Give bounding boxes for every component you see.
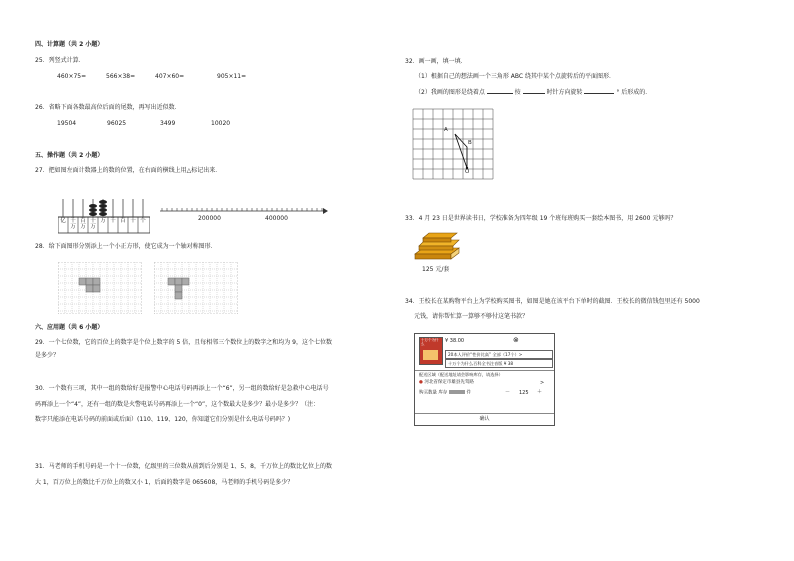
abacus-label-yi: 亿 (60, 218, 66, 224)
number-line-label-1: 200000 (198, 215, 221, 222)
order-price: ¥ 38.00 (445, 338, 465, 344)
number-line-drawing (158, 205, 328, 217)
book-cover-art (423, 350, 438, 360)
delivery-address: 河北省保定市雄县先驾路 (424, 380, 474, 385)
q32-sub-1: （1）根据自己的想法画一个三角形 ABC 绕其中某个点旋转后的平面图形． (415, 73, 615, 80)
q26-item-4: 10020 (211, 120, 231, 127)
q25-item-2: 566×38= (106, 73, 136, 80)
q32-blank-direction[interactable] (523, 93, 545, 94)
q32-sub-2-part-1: （2）我画的图形是绕着点 (415, 89, 485, 96)
q30-line-1: 30．一个数有三项，其中一组的数给好是报警中心电话号码再添上一个“6”，另一组的数给好是急救中心电话号 (35, 385, 329, 392)
books-drawing (413, 230, 461, 260)
stock-redacted (449, 390, 465, 394)
book-cover-image (419, 337, 443, 365)
confirm-button[interactable]: 确认 (415, 413, 554, 425)
books-icon (413, 230, 461, 263)
q28-grid-left (58, 262, 142, 314)
q29-line-2: 是多少？ (35, 352, 60, 359)
q25-item-4: 905×11= (217, 73, 247, 80)
section-5-title: 五、操作题（共 2 小题） (35, 152, 104, 159)
q30-line-2: 码再添上一个“4”，还有一组的数是火警电话号码再添上一个“0”，这个数最大是多少？最小是多少？（注： (35, 401, 320, 408)
abacus-counter (58, 195, 150, 238)
abacus-label-shi: 十 (130, 218, 136, 224)
q34-line-2: 元钱，请你帮忙算一算够不够付这笔书款？ (414, 313, 529, 320)
q28-text: 28．给下面图形分别添上一个小正方形，使它成为一个轴对称图形． (35, 243, 217, 250)
q26-item-2: 96025 (107, 120, 127, 127)
quantity-plus-button[interactable]: ＋ (537, 389, 543, 395)
option-row-2[interactable]: 十万个为什么百科全书注音版 ¥ 38 (445, 359, 553, 368)
q26-text: 26．省略下面各数最高位后面的尾数，再写出近似数． (35, 104, 181, 111)
q28-grid-left-drawing (58, 262, 142, 314)
number-line-label-2: 400000 (265, 215, 288, 222)
abacus-label-baiwan: 百 万 (80, 218, 86, 231)
q32-point-b: B (468, 140, 472, 146)
delivery-address-row[interactable] (419, 380, 474, 386)
q25-text: 25．列竖式计算． (35, 57, 85, 64)
delivery-area-title: 配送区域（配送地址请会影响库存，请选择） (419, 372, 503, 377)
q28-grid-right-drawing (154, 262, 238, 314)
chevron-right-icon: > (540, 380, 545, 386)
q25-item-1: 460×75= (57, 73, 87, 80)
q32-sub-2-part-2: 按 (514, 89, 521, 96)
q32-sub-2-part-3: 时针方向旋转 (546, 89, 583, 96)
location-pin-icon: ● (419, 380, 423, 385)
q32-blank-degree[interactable] (584, 93, 614, 94)
q25-item-3: 407×60= (155, 73, 185, 80)
abacus-label-shiwan: 十 万 (90, 218, 96, 231)
quantity-row (419, 390, 471, 397)
quantity-unit: 件 (466, 390, 471, 396)
q32-blank-point[interactable] (487, 93, 513, 94)
option-row-1[interactable]: 20本人评价“性价比高” 全部（17个）> (445, 350, 553, 359)
abacus-label-bai: 百 (120, 218, 126, 224)
q32-grid (411, 107, 496, 183)
q34-line-1: 34．王校长在某购物平台上为学校购买图书，如图是她在该平台下单时的截图．王校长的微信钱包里还有 5000 (405, 298, 700, 305)
q31-line-2: 大 1，百万位上的数比千万位上的数又小 1，后面的数字是 065608，马老师的手机号码是多少？ (35, 479, 294, 486)
abacus-label-ge: 个 (140, 218, 146, 224)
abacus-label-qianwan: 千 万 (70, 218, 76, 231)
q32-sub-2-part-4: ° 后形成的． (616, 89, 652, 96)
abacus-label-qian: 千 (110, 218, 116, 224)
quantity-label: 购买数量 库存 (419, 390, 448, 396)
divider (415, 370, 554, 371)
q27-text: 27．把如图左面计数器上的数的位置，在右面的横线上用△标记出来． (35, 167, 222, 174)
q26-item-3: 3499 (160, 120, 176, 127)
order-screenshot (414, 333, 555, 426)
q26-item-1: 19504 (57, 120, 77, 127)
book-cover-title: 十万个为什么 (421, 338, 439, 346)
quantity-minus-button[interactable]: － (505, 389, 511, 395)
q32-grid-drawing (411, 107, 496, 183)
number-line (158, 205, 328, 220)
q30-line-3: 数字只能添在电话号码的前面或后面）(110、119、120，你知道它们分别是什么电话号码吗？) (35, 416, 291, 423)
quantity-value[interactable]: 125 (519, 390, 529, 396)
section-6-title: 六、应用题（共 6 小题） (35, 324, 104, 331)
q32-point-a: A (444, 127, 448, 133)
q29-line-1: 29．一个七位数，它的百位上的数字是个位上数字的 5 倍，且每相邻三个数位上的数字之和均为 9，这个七位数 (35, 339, 332, 346)
q28-grid-right (154, 262, 238, 314)
close-icon[interactable]: ⊗ (513, 336, 519, 344)
section-4-title: 四、计算题（共 2 小题） (35, 41, 104, 48)
abacus-label-wan: 万 (100, 218, 106, 224)
q33-price: 125 元/套 (422, 266, 450, 273)
q33-text: 33．4 月 23 日是世界读书日，学校准备为四年级 19 个班每班购买一套绘本图书，用 2600 元够吗？ (405, 215, 677, 222)
q32-text: 32．画一画，填一填． (405, 58, 467, 65)
q32-point-o: O (465, 169, 470, 175)
q31-line-1: 31．马老师的手机号码是一个十一位数，亿级里的三位数从前到后分别是 1、5、8，千万位上的数比亿位上的数 (35, 463, 332, 470)
q32-sub-2 (415, 89, 651, 97)
